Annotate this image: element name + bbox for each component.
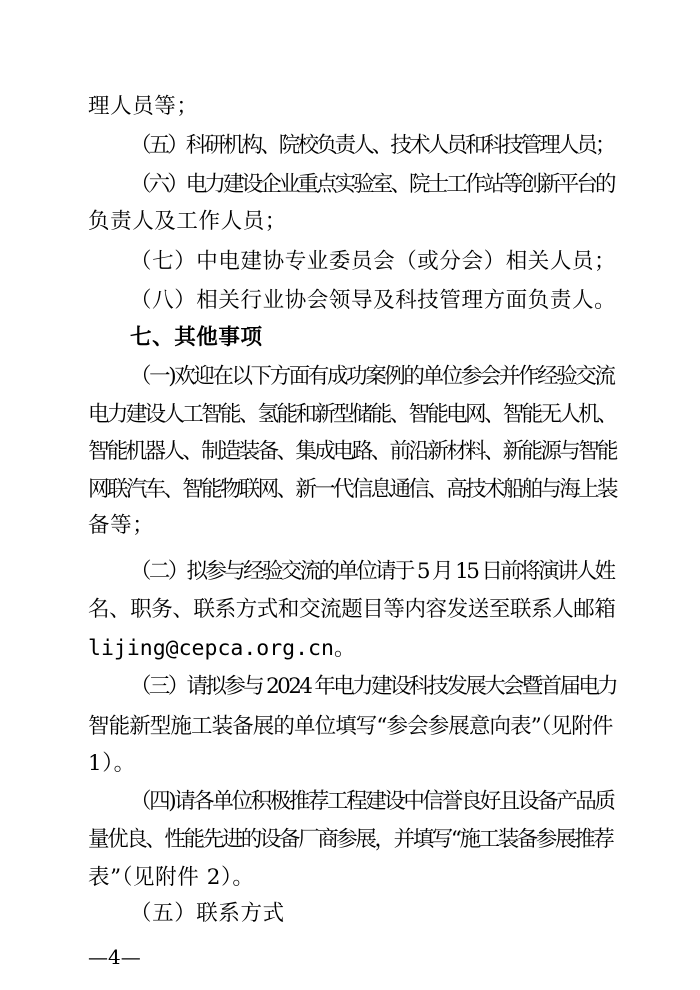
paragraph-line: 理人员等； bbox=[88, 94, 199, 119]
paragraph-line: （五）联系方式 bbox=[130, 901, 285, 926]
email-line: lijing@cepca.org.cn。 bbox=[88, 636, 356, 661]
paragraph-line: 电力建设人工智能、氢能和新型储能、智能电网、智能无人机、 bbox=[88, 402, 616, 427]
paragraph-line: 备等； bbox=[88, 513, 155, 538]
paragraph-line: （六）电力建设企业重点实验室、院士工作站等创新平台的 bbox=[130, 172, 614, 197]
paragraph-line: 智能机器人、制造装备、集成电路、前沿新材料、新能源与智能 bbox=[88, 439, 616, 464]
paragraph-line: 负责人及工作人员； bbox=[88, 209, 287, 234]
paragraph-line: （八）相关行业协会领导及科技管理方面负责人。 bbox=[130, 288, 617, 313]
paragraph-line: （四)请各单位积极推荐工程建设中信誉良好且设备产品质 bbox=[130, 789, 614, 814]
paragraph-line: 表”（见附件 2）。 bbox=[88, 865, 255, 890]
paragraph-line: （五）科研机构、院校负责人、技术人员和科技管理人员； bbox=[130, 133, 614, 158]
paragraph-line: 智能新型施工装备展的单位填写“参会参展意向表”（见附件 bbox=[88, 714, 613, 739]
paragraph-line: （二）拟参与经验交流的单位请于 5 月 15 日前将演讲人姓 bbox=[130, 559, 614, 584]
paragraph-line: （三）请拟参与 2024 年电力建设科技发展大会暨首届电力 bbox=[130, 674, 617, 699]
paragraph-line: 1）。 bbox=[88, 751, 136, 776]
paragraph-line: 量优良、性能先进的设备厂商参展，并填写“施工装备参展推荐 bbox=[88, 827, 613, 852]
paragraph-line: 网联汽车、智能物联网、新一代信息通信、高技术船舶与海上装 bbox=[88, 477, 616, 502]
paragraph-line: （七）中电建协专业委员会（或分会）相关人员； bbox=[130, 249, 617, 274]
page-number: —4— bbox=[88, 945, 141, 969]
paragraph-line: （一)欢迎在以下方面有成功案例的单位参会并作经验交流 bbox=[130, 364, 614, 389]
paragraph-line: 名、职务、联系方式和交流题目等内容发送至联系人邮箱 bbox=[88, 597, 616, 622]
section-heading: 七、其他事项 bbox=[130, 325, 263, 350]
